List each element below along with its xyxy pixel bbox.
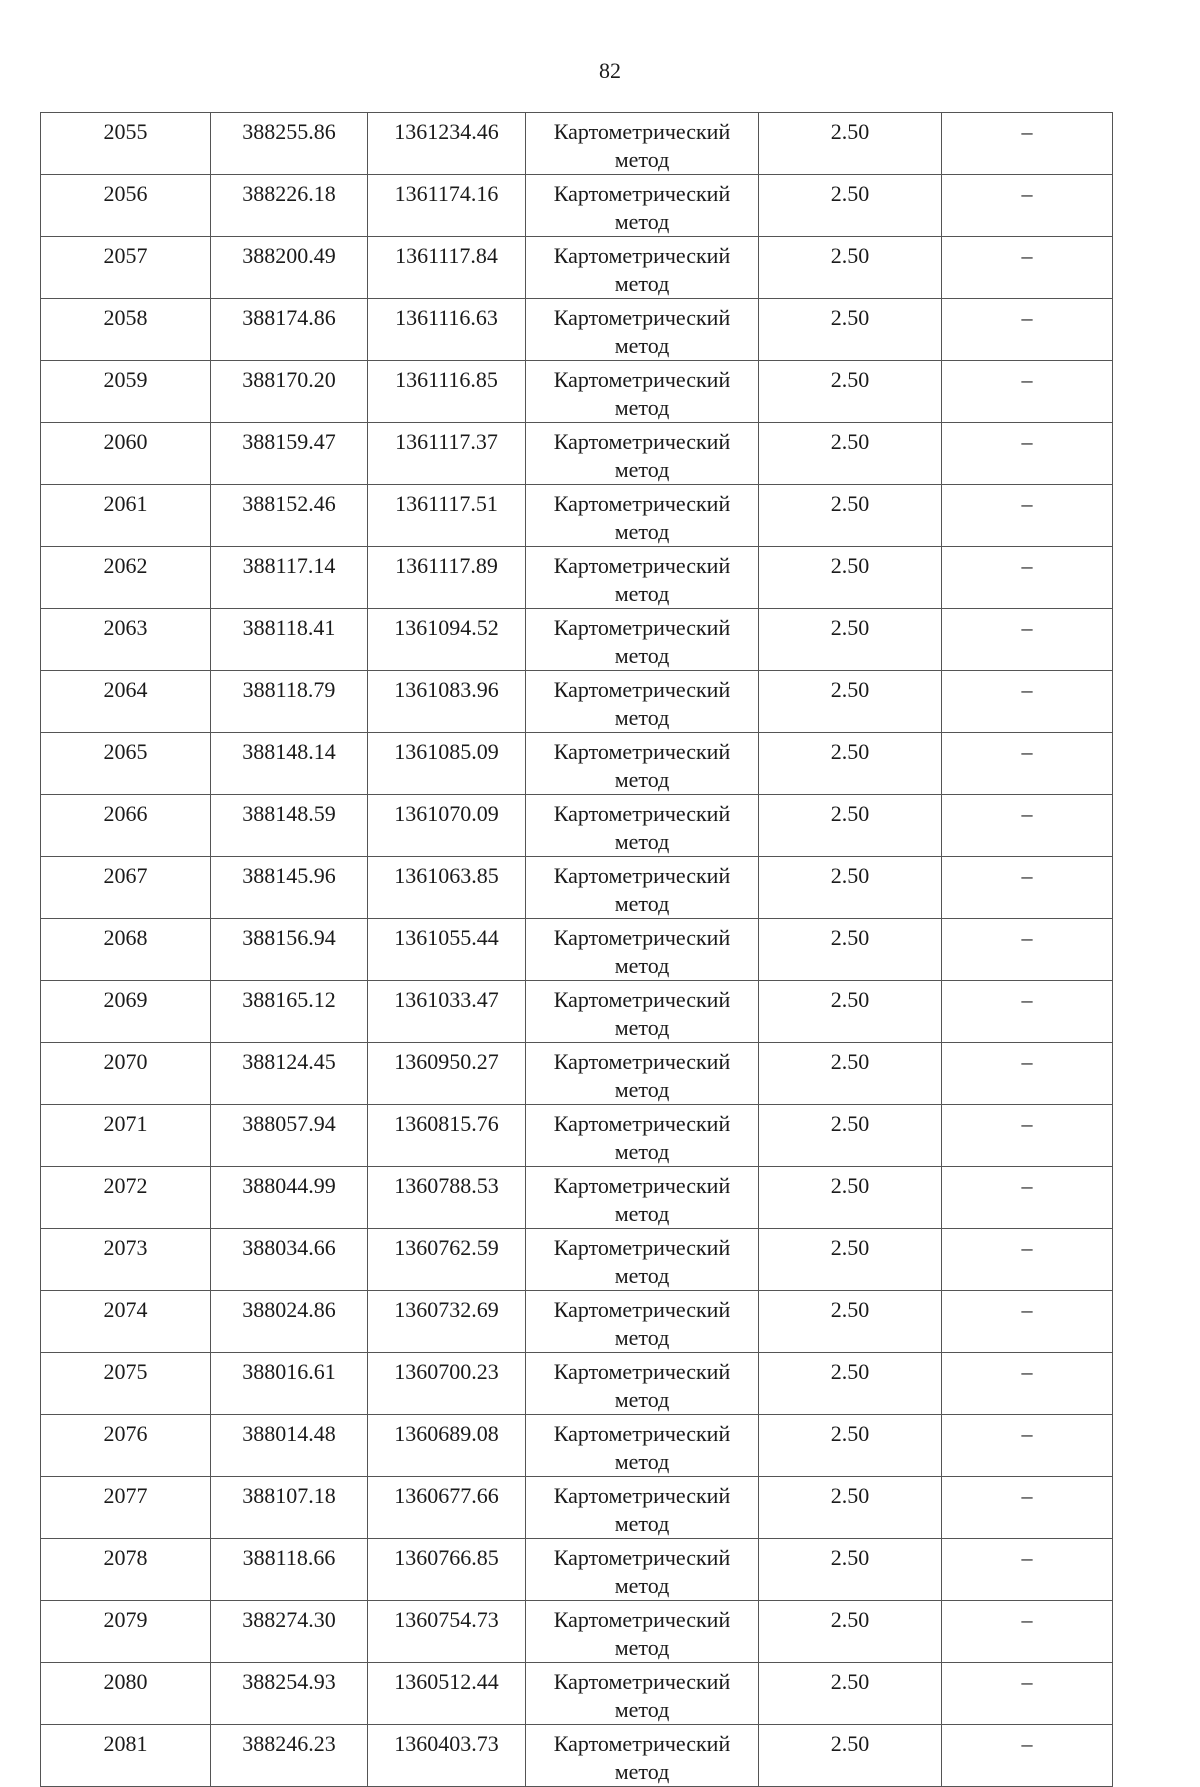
method-line-2: метод <box>614 333 670 358</box>
method-line-1: Картометрический <box>553 1669 731 1694</box>
table-row <box>41 1601 1113 1663</box>
table-row <box>41 919 1113 981</box>
y-coordinate-cell: 1361085.09 <box>368 733 526 795</box>
y-coordinate-cell: 1360700.23 <box>368 1353 526 1415</box>
point-number-cell: 2081 <box>41 1725 211 1787</box>
method-cell <box>526 1105 759 1167</box>
method-line-1: Картометрический <box>553 243 731 268</box>
y-coordinate-cell: 1360754.73 <box>368 1601 526 1663</box>
x-coordinate-cell: 388117.14 <box>211 547 368 609</box>
table-row <box>41 609 1113 671</box>
y-coordinate-cell: 1361117.37 <box>368 423 526 485</box>
method-line-2: метод <box>614 209 670 234</box>
x-coordinate-cell: 388226.18 <box>211 175 368 237</box>
method-cell <box>526 795 759 857</box>
description-cell: – <box>942 113 1113 175</box>
x-coordinate-cell: 388148.14 <box>211 733 368 795</box>
y-coordinate-cell: 1360815.76 <box>368 1105 526 1167</box>
table-row <box>41 1663 1113 1725</box>
y-coordinate-cell: 1361063.85 <box>368 857 526 919</box>
method-cell <box>526 981 759 1043</box>
description-cell: – <box>942 237 1113 299</box>
x-coordinate-cell: 388246.23 <box>211 1725 368 1787</box>
point-number-cell: 2066 <box>41 795 211 857</box>
accuracy-cell: 2.50 <box>759 1291 942 1353</box>
method-line-1: Картометрический <box>553 1173 731 1198</box>
table-row <box>41 1105 1113 1167</box>
y-coordinate-cell: 1361055.44 <box>368 919 526 981</box>
page-number: 82 <box>599 58 621 83</box>
description-cell: – <box>942 299 1113 361</box>
accuracy-cell: 2.50 <box>759 175 942 237</box>
table-row <box>41 1167 1113 1229</box>
method-cell <box>526 1415 759 1477</box>
accuracy-cell: 2.50 <box>759 299 942 361</box>
table-row <box>41 1229 1113 1291</box>
method-line-2: метод <box>614 1573 670 1598</box>
accuracy-cell: 2.50 <box>759 1043 942 1105</box>
x-coordinate-cell: 388159.47 <box>211 423 368 485</box>
method-line-1: Картометрический <box>553 1359 731 1384</box>
method-line-2: метод <box>614 1077 670 1102</box>
point-number-cell: 2064 <box>41 671 211 733</box>
point-number-cell: 2060 <box>41 423 211 485</box>
table-row <box>41 1043 1113 1105</box>
x-coordinate-cell: 388024.86 <box>211 1291 368 1353</box>
method-line-1: Картометрический <box>553 429 731 454</box>
accuracy-cell: 2.50 <box>759 1601 942 1663</box>
table-row <box>41 113 1113 175</box>
point-number-cell: 2074 <box>41 1291 211 1353</box>
point-number-cell: 2077 <box>41 1477 211 1539</box>
y-coordinate-cell: 1361116.63 <box>368 299 526 361</box>
table-row <box>41 857 1113 919</box>
point-number-cell: 2073 <box>41 1229 211 1291</box>
method-line-1: Картометрический <box>553 801 731 826</box>
method-line-1: Картометрический <box>553 739 731 764</box>
method-line-1: Картометрический <box>553 1483 731 1508</box>
coordinates-table <box>40 112 1113 1787</box>
accuracy-cell: 2.50 <box>759 981 942 1043</box>
method-line-1: Картометрический <box>553 1111 731 1136</box>
method-line-2: метод <box>614 829 670 854</box>
method-cell <box>526 1663 759 1725</box>
y-coordinate-cell: 1360766.85 <box>368 1539 526 1601</box>
y-coordinate-cell: 1361033.47 <box>368 981 526 1043</box>
method-line-1: Картометрический <box>553 1235 731 1260</box>
method-line-2: метод <box>614 767 670 792</box>
method-line-1: Картометрический <box>553 677 731 702</box>
x-coordinate-cell: 388174.86 <box>211 299 368 361</box>
x-coordinate-cell: 388124.45 <box>211 1043 368 1105</box>
method-line-2: метод <box>614 395 670 420</box>
description-cell: – <box>942 1601 1113 1663</box>
table-row <box>41 485 1113 547</box>
point-number-cell: 2063 <box>41 609 211 671</box>
x-coordinate-cell: 388034.66 <box>211 1229 368 1291</box>
point-number-cell: 2076 <box>41 1415 211 1477</box>
method-cell <box>526 1601 759 1663</box>
description-cell: – <box>942 1229 1113 1291</box>
table-row <box>41 423 1113 485</box>
method-line-2: метод <box>614 271 670 296</box>
y-coordinate-cell: 1361117.51 <box>368 485 526 547</box>
accuracy-cell: 2.50 <box>759 609 942 671</box>
x-coordinate-cell: 388254.93 <box>211 1663 368 1725</box>
x-coordinate-cell: 388255.86 <box>211 113 368 175</box>
method-cell <box>526 857 759 919</box>
y-coordinate-cell: 1361234.46 <box>368 113 526 175</box>
table-row <box>41 981 1113 1043</box>
x-coordinate-cell: 388170.20 <box>211 361 368 423</box>
y-coordinate-cell: 1361174.16 <box>368 175 526 237</box>
description-cell: – <box>942 919 1113 981</box>
description-cell: – <box>942 1167 1113 1229</box>
point-number-cell: 2056 <box>41 175 211 237</box>
method-cell <box>526 919 759 981</box>
accuracy-cell: 2.50 <box>759 733 942 795</box>
method-line-2: метод <box>614 643 670 668</box>
accuracy-cell: 2.50 <box>759 1353 942 1415</box>
y-coordinate-cell: 1360689.08 <box>368 1415 526 1477</box>
accuracy-cell: 2.50 <box>759 485 942 547</box>
point-number-cell: 2071 <box>41 1105 211 1167</box>
method-cell <box>526 237 759 299</box>
method-line-2: метод <box>614 1325 670 1350</box>
x-coordinate-cell: 388044.99 <box>211 1167 368 1229</box>
point-number-cell: 2079 <box>41 1601 211 1663</box>
method-line-2: метод <box>614 457 670 482</box>
accuracy-cell: 2.50 <box>759 795 942 857</box>
point-number-cell: 2065 <box>41 733 211 795</box>
method-line-1: Картометрический <box>553 1545 731 1570</box>
x-coordinate-cell: 388107.18 <box>211 1477 368 1539</box>
coordinates-table-body <box>41 113 1113 1787</box>
point-number-cell: 2061 <box>41 485 211 547</box>
description-cell: – <box>942 547 1113 609</box>
method-line-1: Картометрический <box>553 987 731 1012</box>
method-line-1: Картометрический <box>553 863 731 888</box>
method-cell <box>526 1477 759 1539</box>
method-line-2: метод <box>614 705 670 730</box>
point-number-cell: 2058 <box>41 299 211 361</box>
y-coordinate-cell: 1360950.27 <box>368 1043 526 1105</box>
accuracy-cell: 2.50 <box>759 857 942 919</box>
method-line-2: метод <box>614 147 670 172</box>
method-line-1: Картометрический <box>553 1607 731 1632</box>
table-row <box>41 1353 1113 1415</box>
table-row <box>41 1291 1113 1353</box>
table-row <box>41 1477 1113 1539</box>
x-coordinate-cell: 388016.61 <box>211 1353 368 1415</box>
method-line-1: Картометрический <box>553 1421 731 1446</box>
method-cell <box>526 361 759 423</box>
description-cell: – <box>942 671 1113 733</box>
point-number-cell: 2075 <box>41 1353 211 1415</box>
method-line-2: метод <box>614 1139 670 1164</box>
method-cell <box>526 609 759 671</box>
accuracy-cell: 2.50 <box>759 1477 942 1539</box>
description-cell: – <box>942 485 1113 547</box>
accuracy-cell: 2.50 <box>759 1539 942 1601</box>
description-cell: – <box>942 1105 1113 1167</box>
point-number-cell: 2070 <box>41 1043 211 1105</box>
method-line-1: Картометрический <box>553 181 731 206</box>
y-coordinate-cell: 1360788.53 <box>368 1167 526 1229</box>
method-line-2: метод <box>614 1201 670 1226</box>
accuracy-cell: 2.50 <box>759 1229 942 1291</box>
y-coordinate-cell: 1360403.73 <box>368 1725 526 1787</box>
method-line-2: метод <box>614 1387 670 1412</box>
table-row <box>41 1725 1113 1787</box>
table-row <box>41 1539 1113 1601</box>
method-cell <box>526 547 759 609</box>
description-cell: – <box>942 361 1113 423</box>
point-number-cell: 2068 <box>41 919 211 981</box>
x-coordinate-cell: 388118.66 <box>211 1539 368 1601</box>
method-line-1: Картометрический <box>553 491 731 516</box>
method-cell <box>526 423 759 485</box>
x-coordinate-cell: 388145.96 <box>211 857 368 919</box>
x-coordinate-cell: 388057.94 <box>211 1105 368 1167</box>
description-cell: – <box>942 609 1113 671</box>
accuracy-cell: 2.50 <box>759 1415 942 1477</box>
method-cell <box>526 1725 759 1787</box>
x-coordinate-cell: 388118.41 <box>211 609 368 671</box>
method-line-2: метод <box>614 891 670 916</box>
table-row <box>41 1415 1113 1477</box>
description-cell: – <box>942 1353 1113 1415</box>
method-line-2: метод <box>614 519 670 544</box>
x-coordinate-cell: 388156.94 <box>211 919 368 981</box>
accuracy-cell: 2.50 <box>759 1167 942 1229</box>
method-line-2: метод <box>614 1015 670 1040</box>
method-cell <box>526 1229 759 1291</box>
description-cell: – <box>942 1725 1113 1787</box>
description-cell: – <box>942 1663 1113 1725</box>
x-coordinate-cell: 388152.46 <box>211 485 368 547</box>
y-coordinate-cell: 1360677.66 <box>368 1477 526 1539</box>
method-cell <box>526 1353 759 1415</box>
y-coordinate-cell: 1361116.85 <box>368 361 526 423</box>
description-cell: – <box>942 1291 1113 1353</box>
method-line-1: Картометрический <box>553 1297 731 1322</box>
method-line-2: метод <box>614 1263 670 1288</box>
method-cell <box>526 1539 759 1601</box>
method-line-1: Картометрический <box>553 119 731 144</box>
point-number-cell: 2059 <box>41 361 211 423</box>
method-cell <box>526 299 759 361</box>
method-line-1: Картометрический <box>553 367 731 392</box>
y-coordinate-cell: 1361070.09 <box>368 795 526 857</box>
description-cell: – <box>942 175 1113 237</box>
method-cell <box>526 671 759 733</box>
method-cell <box>526 175 759 237</box>
point-number-cell: 2057 <box>41 237 211 299</box>
method-cell <box>526 733 759 795</box>
accuracy-cell: 2.50 <box>759 113 942 175</box>
point-number-cell: 2069 <box>41 981 211 1043</box>
description-cell: – <box>942 795 1113 857</box>
description-cell: – <box>942 423 1113 485</box>
method-line-1: Картометрический <box>553 925 731 950</box>
accuracy-cell: 2.50 <box>759 1725 942 1787</box>
description-cell: – <box>942 981 1113 1043</box>
description-cell: – <box>942 1539 1113 1601</box>
description-cell: – <box>942 857 1113 919</box>
y-coordinate-cell: 1361117.84 <box>368 237 526 299</box>
method-cell <box>526 1043 759 1105</box>
y-coordinate-cell: 1361094.52 <box>368 609 526 671</box>
x-coordinate-cell: 388014.48 <box>211 1415 368 1477</box>
description-cell: – <box>942 1415 1113 1477</box>
y-coordinate-cell: 1360732.69 <box>368 1291 526 1353</box>
table-row <box>41 795 1113 857</box>
point-number-cell: 2072 <box>41 1167 211 1229</box>
accuracy-cell: 2.50 <box>759 1663 942 1725</box>
table-row <box>41 237 1113 299</box>
point-number-cell: 2055 <box>41 113 211 175</box>
method-line-2: метод <box>614 1697 670 1722</box>
accuracy-cell: 2.50 <box>759 237 942 299</box>
y-coordinate-cell: 1361117.89 <box>368 547 526 609</box>
method-line-2: метод <box>614 953 670 978</box>
accuracy-cell: 2.50 <box>759 423 942 485</box>
method-line-1: Картометрический <box>553 1049 731 1074</box>
accuracy-cell: 2.50 <box>759 919 942 981</box>
y-coordinate-cell: 1361083.96 <box>368 671 526 733</box>
point-number-cell: 2080 <box>41 1663 211 1725</box>
method-line-2: метод <box>614 1635 670 1660</box>
x-coordinate-cell: 388200.49 <box>211 237 368 299</box>
description-cell: – <box>942 733 1113 795</box>
table-row <box>41 671 1113 733</box>
method-line-1: Картометрический <box>553 305 731 330</box>
method-cell <box>526 113 759 175</box>
accuracy-cell: 2.50 <box>759 1105 942 1167</box>
table-row <box>41 547 1113 609</box>
method-cell <box>526 1167 759 1229</box>
accuracy-cell: 2.50 <box>759 671 942 733</box>
description-cell: – <box>942 1043 1113 1105</box>
accuracy-cell: 2.50 <box>759 547 942 609</box>
method-line-1: Картометрический <box>553 553 731 578</box>
method-line-1: Картометрический <box>553 615 731 640</box>
description-cell: – <box>942 1477 1113 1539</box>
table-row <box>41 175 1113 237</box>
x-coordinate-cell: 388118.79 <box>211 671 368 733</box>
table-row <box>41 299 1113 361</box>
x-coordinate-cell: 388148.59 <box>211 795 368 857</box>
method-cell <box>526 485 759 547</box>
table-row <box>41 361 1113 423</box>
y-coordinate-cell: 1360512.44 <box>368 1663 526 1725</box>
method-line-2: метод <box>614 581 670 606</box>
point-number-cell: 2078 <box>41 1539 211 1601</box>
method-line-2: метод <box>614 1759 670 1784</box>
x-coordinate-cell: 388274.30 <box>211 1601 368 1663</box>
y-coordinate-cell: 1360762.59 <box>368 1229 526 1291</box>
method-line-2: метод <box>614 1449 670 1474</box>
point-number-cell: 2067 <box>41 857 211 919</box>
method-cell <box>526 1291 759 1353</box>
accuracy-cell: 2.50 <box>759 361 942 423</box>
method-line-2: метод <box>614 1511 670 1536</box>
table-row <box>41 733 1113 795</box>
x-coordinate-cell: 388165.12 <box>211 981 368 1043</box>
point-number-cell: 2062 <box>41 547 211 609</box>
method-line-1: Картометрический <box>553 1731 731 1756</box>
